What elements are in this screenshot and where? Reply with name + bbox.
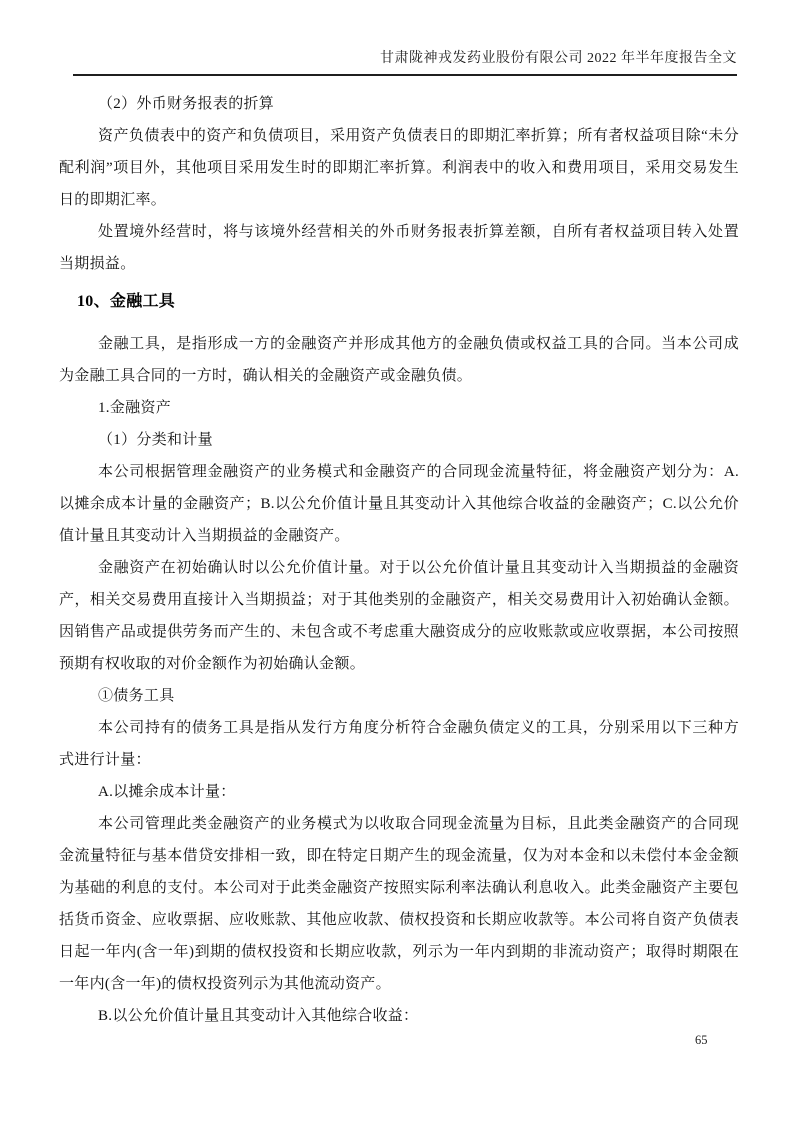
page-header-title: 甘肃陇神戎发药业股份有限公司 2022 年半年度报告全文 (380, 51, 737, 66)
paragraph: 本公司持有的债务工具是指从发行方角度分析符合金融负债定义的工具，分别采用以下三种方式进行计量： (59, 720, 739, 768)
document-body (59, 88, 739, 1032)
paragraph: 本公司根据管理金融资产的业务模式和金融资产的合同现金流量特征，将金融资产划分为：A.以摊余成本计量的金融资产；B.以公允价值计量且其变动计入其他综合收益的金融资产；C.以公允价值计量且其变动计入当期损益的金融资产。 (59, 464, 739, 544)
paragraph: （2）外币财务报表的折算 (98, 96, 275, 112)
paragraph: ①债务工具 (98, 688, 175, 704)
paragraph: 金融工具，是指形成一方的金融资产并形成其他方的金融负债或权益工具的合同。当本公司成为金融工具合同的一方时，确认相关的金融资产或金融负债。 (59, 336, 739, 384)
paragraph: A.以摊余成本计量： (98, 784, 236, 800)
paragraph: 资产负债表中的资产和负债项目，采用资产负债表日的即期汇率折算；所有者权益项目除“未分配利润”项目外，其他项目采用发生时的即期汇率折算。利润表中的收入和费用项目，采用交易发生日的即期汇率。 (59, 128, 739, 208)
paragraph: 1.金融资产 (98, 400, 172, 416)
paragraph: 处置境外经营时，将与该境外经营相关的外币财务报表折算差额，自所有者权益项目转入处置当期损益。 (59, 224, 739, 272)
paragraph: 金融资产在初始确认时以公允价值计量。对于以公允价值计量且其变动计入当期损益的金融资产，相关交易费用直接计入当期损益；对于其他类别的金融资产，相关交易费用计入初始确认金额。因销售产品或提供劳务而产生的、未包含或不考虑重大融资成分的应收账款或应收票据，本公司按照预期有权收取的对价金额作为初始确认金额。 (59, 560, 739, 672)
paragraph: （1）分类和计量 (98, 432, 213, 448)
section-heading: 10、金融工具 (77, 293, 176, 310)
paragraph: 本公司管理此类金融资产的业务模式为以收取合同现金流量为目标，且此类金融资产的合同现金流量特征与基本借贷安排相一致，即在特定日期产生的现金流量，仅为对本金和以未偿付本金金额为基础的利息的支付。本公司对于此类金融资产按照实际利率法确认利息收入。此类金融资产主要包括货币资金、应收票据、应收账款、其他应收款、债权投资和长期应收款等。本公司将自资产负债表日起一年内(含一年)到期的债权投资和长期应收款，列示为一年内到期的非流动资产；取得时期限在一年内(含一年)的债权投资列示为其他流动资产。 (59, 816, 739, 992)
paragraph: B.以公允价值计量且其变动计入其他综合收益： (98, 1008, 419, 1024)
page-number: 65 (695, 1033, 708, 1047)
page-header (73, 0, 737, 76)
